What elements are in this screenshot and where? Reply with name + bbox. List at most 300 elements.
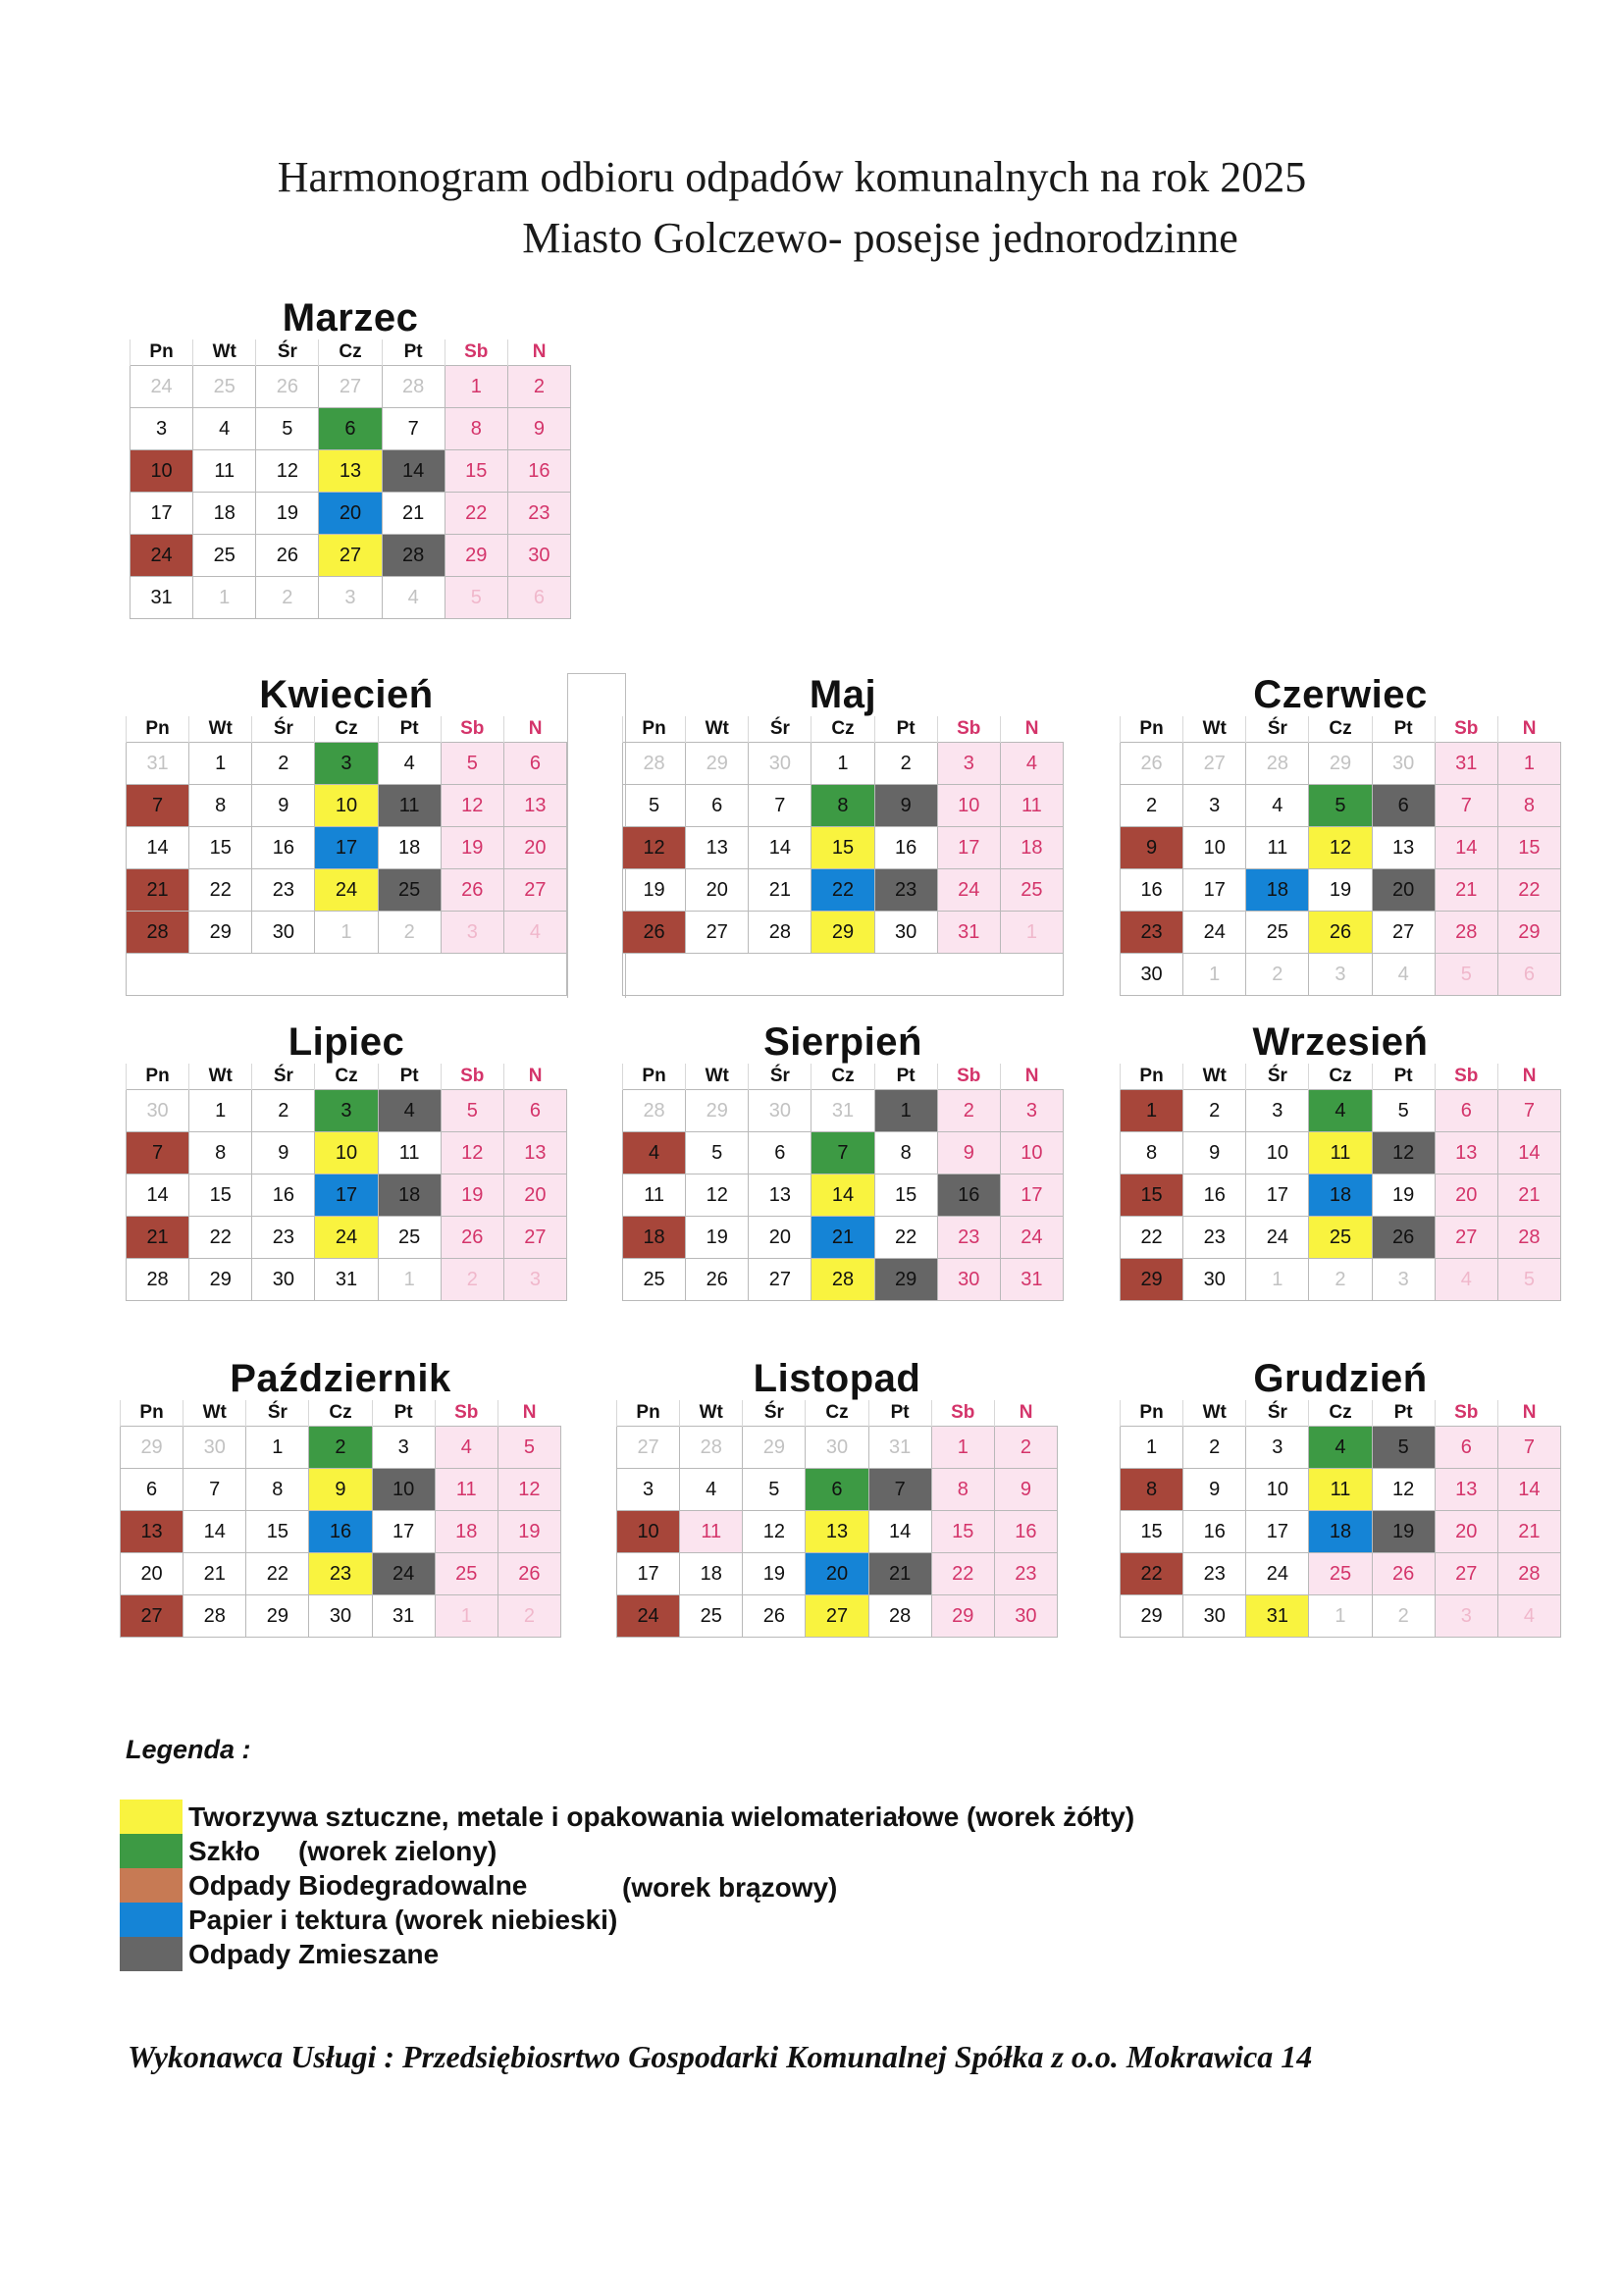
day-cell: 26 — [686, 1259, 749, 1301]
day-cell: 28 — [868, 1595, 931, 1638]
week-row — [1121, 785, 1561, 827]
week-row — [127, 912, 567, 954]
day-cell: 12 — [623, 827, 686, 869]
day-cell: 14 — [183, 1511, 246, 1553]
day-cell: 20 — [1372, 869, 1435, 912]
day-cell: 11 — [378, 785, 441, 827]
week-row — [617, 1511, 1058, 1553]
day-cell: 28 — [1435, 912, 1497, 954]
day-cell: 2 — [378, 912, 441, 954]
day-cell: 25 — [435, 1553, 497, 1595]
weekday-header: Cz — [315, 716, 378, 743]
day-cell: 14 — [868, 1511, 931, 1553]
day-cell: 24 — [315, 1217, 378, 1259]
weekday-header: Pn — [121, 1400, 183, 1427]
day-cell: 8 — [189, 1132, 252, 1174]
day-cell: 25 — [1309, 1217, 1372, 1259]
month-6 — [1120, 1020, 1561, 1301]
day-cell: 20 — [749, 1217, 812, 1259]
day-cell: 12 — [497, 1469, 560, 1511]
day-cell: 20 — [319, 493, 382, 535]
weekday-header: Pn — [1121, 716, 1183, 743]
weekday-header: Pt — [874, 716, 937, 743]
weekday-header: Śr — [743, 1400, 806, 1427]
day-cell: 31 — [315, 1259, 378, 1301]
weekday-header: N — [497, 1400, 560, 1427]
day-cell: 4 — [378, 1090, 441, 1132]
day-cell: 6 — [1372, 785, 1435, 827]
month-8 — [616, 1357, 1058, 1638]
day-cell: 6 — [1497, 954, 1560, 996]
day-cell: 19 — [441, 827, 503, 869]
weekday-header: Pt — [372, 1400, 435, 1427]
day-cell: 12 — [743, 1511, 806, 1553]
weekday-header: Pt — [378, 1064, 441, 1090]
day-cell: 7 — [127, 785, 189, 827]
weekday-header: Pn — [127, 716, 189, 743]
weekday-header: N — [503, 716, 566, 743]
month-calendar-table — [1120, 1400, 1561, 1638]
day-cell: 8 — [246, 1469, 309, 1511]
day-cell: 2 — [874, 743, 937, 785]
day-cell: 8 — [1121, 1132, 1183, 1174]
day-cell: 12 — [1372, 1132, 1435, 1174]
day-cell: 6 — [503, 743, 566, 785]
day-cell: 23 — [1183, 1217, 1246, 1259]
legend-swatch — [120, 1800, 183, 1834]
weekday-header: Śr — [1246, 716, 1309, 743]
day-cell: 10 — [372, 1469, 435, 1511]
weekday-header: Pn — [1121, 1400, 1183, 1427]
day-cell: 4 — [382, 577, 445, 619]
day-cell: 4 — [193, 408, 256, 450]
month-0 — [130, 296, 571, 619]
day-cell: 31 — [1435, 743, 1497, 785]
day-cell: 1 — [1121, 1427, 1183, 1469]
day-cell: 21 — [382, 493, 445, 535]
day-cell: 20 — [1435, 1174, 1497, 1217]
week-row — [617, 1469, 1058, 1511]
day-cell: 17 — [1000, 1174, 1063, 1217]
day-cell: 3 — [1183, 785, 1246, 827]
day-cell: 13 — [121, 1511, 183, 1553]
day-cell: 4 — [1000, 743, 1063, 785]
day-cell: 26 — [256, 535, 319, 577]
day-cell: 1 — [1246, 1259, 1309, 1301]
day-cell: 15 — [445, 450, 507, 493]
day-cell: 8 — [1497, 785, 1560, 827]
week-row — [623, 743, 1064, 785]
week-row — [1121, 1469, 1561, 1511]
day-cell: 12 — [1372, 1469, 1435, 1511]
day-cell: 29 — [1121, 1259, 1183, 1301]
weekday-header: Cz — [309, 1400, 372, 1427]
day-cell: 20 — [121, 1553, 183, 1595]
day-cell: 16 — [1183, 1511, 1246, 1553]
month-calendar-table — [622, 716, 1064, 996]
day-cell: 19 — [1372, 1174, 1435, 1217]
day-cell: 13 — [1435, 1132, 1497, 1174]
day-cell: 30 — [252, 912, 315, 954]
day-cell: 9 — [874, 785, 937, 827]
day-cell: 4 — [378, 743, 441, 785]
week-row — [623, 1090, 1064, 1132]
day-cell: 30 — [1183, 1595, 1246, 1638]
day-cell: 29 — [189, 1259, 252, 1301]
day-cell: 28 — [382, 535, 445, 577]
day-cell: 16 — [1183, 1174, 1246, 1217]
weekday-header: Śr — [1246, 1400, 1309, 1427]
day-cell: 8 — [1121, 1469, 1183, 1511]
weekday-header: Sb — [435, 1400, 497, 1427]
weekday-header: N — [1000, 1064, 1063, 1090]
day-cell: 15 — [1121, 1511, 1183, 1553]
day-cell: 2 — [937, 1090, 1000, 1132]
weekday-header: Sb — [445, 339, 507, 366]
day-cell: 28 — [382, 366, 445, 408]
day-cell: 1 — [378, 1259, 441, 1301]
day-cell: 12 — [256, 450, 319, 493]
day-cell: 11 — [1309, 1132, 1372, 1174]
week-row — [127, 827, 567, 869]
day-cell: 26 — [256, 366, 319, 408]
weekday-header: N — [994, 1400, 1057, 1427]
day-cell: 10 — [1183, 827, 1246, 869]
weekday-header: N — [1497, 1064, 1560, 1090]
day-cell: 24 — [1183, 912, 1246, 954]
month-calendar-table — [1120, 1064, 1561, 1301]
weekday-header: N — [1000, 716, 1063, 743]
weekday-header: Śr — [252, 716, 315, 743]
weekday-header: Pt — [382, 339, 445, 366]
day-cell: 29 — [445, 535, 507, 577]
day-cell: 2 — [497, 1595, 560, 1638]
week-row — [131, 450, 571, 493]
weekday-header: Pt — [1372, 1064, 1435, 1090]
day-cell: 2 — [252, 1090, 315, 1132]
day-cell: 28 — [127, 1259, 189, 1301]
day-cell: 21 — [812, 1217, 874, 1259]
day-cell: 2 — [1309, 1259, 1372, 1301]
day-cell: 2 — [1246, 954, 1309, 996]
week-row — [127, 785, 567, 827]
day-cell: 17 — [1183, 869, 1246, 912]
day-cell: 17 — [1246, 1174, 1309, 1217]
day-cell: 20 — [503, 827, 566, 869]
day-cell: 26 — [441, 869, 503, 912]
day-cell: 28 — [127, 912, 189, 954]
day-cell: 4 — [1309, 1427, 1372, 1469]
day-cell: 4 — [435, 1427, 497, 1469]
day-cell: 11 — [1309, 1469, 1372, 1511]
day-cell: 25 — [193, 366, 256, 408]
day-cell: 4 — [623, 1132, 686, 1174]
week-row — [623, 827, 1064, 869]
day-cell: 5 — [1497, 1259, 1560, 1301]
weekday-header: Sb — [937, 1064, 1000, 1090]
day-cell: 31 — [937, 912, 1000, 954]
week-row — [127, 869, 567, 912]
day-cell: 22 — [445, 493, 507, 535]
week-row — [127, 1217, 567, 1259]
day-cell: 24 — [372, 1553, 435, 1595]
day-cell: 27 — [503, 869, 566, 912]
day-cell: 19 — [1309, 869, 1372, 912]
day-cell: 20 — [1435, 1511, 1497, 1553]
day-cell: 24 — [131, 535, 193, 577]
day-cell: 15 — [1497, 827, 1560, 869]
day-cell: 29 — [1497, 912, 1560, 954]
day-cell: 21 — [1497, 1511, 1560, 1553]
day-cell: 8 — [445, 408, 507, 450]
weekday-header: Sb — [441, 1064, 503, 1090]
day-cell: 5 — [1372, 1090, 1435, 1132]
month-name: Maj — [809, 673, 877, 716]
day-cell: 27 — [749, 1259, 812, 1301]
day-cell: 30 — [1121, 954, 1183, 996]
month-name: Sierpień — [763, 1020, 922, 1064]
day-cell: 16 — [874, 827, 937, 869]
day-cell: 28 — [680, 1427, 743, 1469]
day-cell: 15 — [246, 1511, 309, 1553]
day-cell: 5 — [686, 1132, 749, 1174]
month-calendar-table — [126, 716, 567, 996]
day-cell: 30 — [309, 1595, 372, 1638]
day-cell: 15 — [874, 1174, 937, 1217]
week-row — [127, 1259, 567, 1301]
title-line-1: Harmonogram odbioru odpadów komunalnych na rok 2025 — [277, 153, 1307, 201]
day-cell: 18 — [623, 1217, 686, 1259]
month-calendar-table — [126, 1064, 567, 1301]
day-cell: 15 — [1121, 1174, 1183, 1217]
day-cell: 27 — [1372, 912, 1435, 954]
legend-swatch — [120, 1903, 183, 1937]
day-cell: 3 — [1435, 1595, 1497, 1638]
day-cell: 25 — [1309, 1553, 1372, 1595]
month-calendar-table — [622, 1064, 1064, 1301]
day-cell: 7 — [1497, 1427, 1560, 1469]
day-cell: 4 — [680, 1469, 743, 1511]
day-cell: 18 — [193, 493, 256, 535]
day-cell: 23 — [874, 869, 937, 912]
day-cell: 13 — [1435, 1469, 1497, 1511]
month-calendar-table — [1120, 716, 1561, 996]
legend-label: Odpady Biodegradowalne — [188, 1870, 528, 1901]
day-cell: 10 — [617, 1511, 680, 1553]
week-row — [131, 493, 571, 535]
day-cell: 31 — [1000, 1259, 1063, 1301]
day-cell: 18 — [1309, 1174, 1372, 1217]
day-cell: 16 — [1121, 869, 1183, 912]
day-cell: 15 — [812, 827, 874, 869]
day-cell: 6 — [806, 1469, 868, 1511]
empty-row — [127, 954, 567, 996]
day-cell: 3 — [503, 1259, 566, 1301]
month-name: Grudzień — [1253, 1357, 1428, 1400]
day-cell: 2 — [507, 366, 570, 408]
day-cell: 3 — [937, 743, 1000, 785]
day-cell: 20 — [503, 1174, 566, 1217]
day-cell: 30 — [1183, 1259, 1246, 1301]
day-cell: 2 — [309, 1427, 372, 1469]
day-cell: 18 — [378, 1174, 441, 1217]
day-cell: 29 — [1121, 1595, 1183, 1638]
day-cell: 5 — [497, 1427, 560, 1469]
week-row — [131, 408, 571, 450]
day-cell: 31 — [1246, 1595, 1309, 1638]
day-cell: 9 — [994, 1469, 1057, 1511]
day-cell: 10 — [1000, 1132, 1063, 1174]
day-cell: 1 — [1183, 954, 1246, 996]
day-cell: 17 — [937, 827, 1000, 869]
day-cell: 14 — [1497, 1469, 1560, 1511]
week-row — [131, 577, 571, 619]
week-row — [623, 1217, 1064, 1259]
day-cell: 26 — [1372, 1217, 1435, 1259]
weekday-header: Pn — [131, 339, 193, 366]
day-cell: 30 — [183, 1427, 246, 1469]
day-cell: 1 — [874, 1090, 937, 1132]
day-cell: 21 — [183, 1553, 246, 1595]
weekday-header: Śr — [749, 716, 812, 743]
day-cell: 31 — [131, 577, 193, 619]
day-cell: 7 — [382, 408, 445, 450]
day-cell: 27 — [1435, 1217, 1497, 1259]
day-cell: 27 — [1435, 1553, 1497, 1595]
day-cell: 27 — [503, 1217, 566, 1259]
day-cell: 6 — [1435, 1090, 1497, 1132]
day-cell: 12 — [1309, 827, 1372, 869]
day-cell: 22 — [189, 869, 252, 912]
day-cell: 26 — [1309, 912, 1372, 954]
weekday-header: Sb — [441, 716, 503, 743]
weekday-header: Wt — [183, 1400, 246, 1427]
day-cell: 1 — [315, 912, 378, 954]
day-cell: 2 — [256, 577, 319, 619]
month-2 — [622, 673, 1064, 996]
week-row — [121, 1553, 561, 1595]
day-cell: 7 — [1497, 1090, 1560, 1132]
weekday-header: Pt — [1372, 1400, 1435, 1427]
day-cell: 23 — [937, 1217, 1000, 1259]
weekday-header: Śr — [749, 1064, 812, 1090]
day-cell: 15 — [189, 1174, 252, 1217]
week-row — [623, 912, 1064, 954]
day-cell: 12 — [441, 785, 503, 827]
day-cell: 16 — [252, 1174, 315, 1217]
day-cell: 29 — [874, 1259, 937, 1301]
day-cell: 18 — [1246, 869, 1309, 912]
day-cell: 19 — [1372, 1511, 1435, 1553]
week-row — [1121, 1259, 1561, 1301]
day-cell: 25 — [378, 869, 441, 912]
day-cell: 10 — [315, 1132, 378, 1174]
day-cell: 30 — [1372, 743, 1435, 785]
divider-box — [567, 673, 626, 998]
day-cell: 12 — [686, 1174, 749, 1217]
day-cell: 30 — [749, 743, 812, 785]
day-cell: 3 — [372, 1427, 435, 1469]
day-cell: 21 — [1497, 1174, 1560, 1217]
day-cell: 9 — [309, 1469, 372, 1511]
day-cell: 18 — [435, 1511, 497, 1553]
day-cell: 23 — [252, 869, 315, 912]
day-cell: 11 — [680, 1511, 743, 1553]
day-cell: 1 — [812, 743, 874, 785]
empty-row — [623, 954, 1064, 996]
day-cell: 13 — [806, 1511, 868, 1553]
legend-note: (worek brązowy) — [622, 1872, 838, 1903]
week-row — [1121, 1132, 1561, 1174]
day-cell: 29 — [931, 1595, 994, 1638]
day-cell: 3 — [319, 577, 382, 619]
weekday-header: Cz — [806, 1400, 868, 1427]
page-title — [0, 147, 1623, 269]
day-cell: 25 — [1000, 869, 1063, 912]
weekday-header: Wt — [680, 1400, 743, 1427]
legend-label: Odpady Zmieszane — [188, 1939, 440, 1969]
day-cell: 29 — [686, 1090, 749, 1132]
day-cell: 5 — [441, 1090, 503, 1132]
day-cell: 3 — [617, 1469, 680, 1511]
day-cell: 13 — [319, 450, 382, 493]
day-cell: 30 — [937, 1259, 1000, 1301]
day-cell: 22 — [1497, 869, 1560, 912]
weekday-header: Pt — [378, 716, 441, 743]
week-row — [1121, 1427, 1561, 1469]
day-cell: 1 — [246, 1427, 309, 1469]
day-cell: 9 — [1183, 1469, 1246, 1511]
day-cell: 2 — [1183, 1427, 1246, 1469]
day-cell: 27 — [617, 1427, 680, 1469]
day-cell: 30 — [806, 1427, 868, 1469]
day-cell: 1 — [1497, 743, 1560, 785]
day-cell: 20 — [806, 1553, 868, 1595]
weekday-header: Sb — [1435, 1400, 1497, 1427]
day-cell: 2 — [1121, 785, 1183, 827]
weekday-header: Śr — [1246, 1064, 1309, 1090]
day-cell: 22 — [189, 1217, 252, 1259]
week-row — [127, 1132, 567, 1174]
day-cell: 2 — [1372, 1595, 1435, 1638]
week-row — [617, 1595, 1058, 1638]
week-row — [1121, 1217, 1561, 1259]
day-cell: 27 — [121, 1595, 183, 1638]
day-cell: 22 — [931, 1553, 994, 1595]
week-row — [1121, 1174, 1561, 1217]
day-cell: 25 — [193, 535, 256, 577]
day-cell: 26 — [497, 1553, 560, 1595]
week-row — [121, 1469, 561, 1511]
month-4 — [126, 1020, 567, 1301]
day-cell: 24 — [1246, 1553, 1309, 1595]
day-cell: 19 — [441, 1174, 503, 1217]
day-cell: 23 — [994, 1553, 1057, 1595]
day-cell: 18 — [378, 827, 441, 869]
day-cell: 13 — [686, 827, 749, 869]
day-cell: 14 — [127, 1174, 189, 1217]
weekday-header: Cz — [319, 339, 382, 366]
day-cell: 6 — [503, 1090, 566, 1132]
day-cell: 28 — [1497, 1217, 1560, 1259]
day-cell: 16 — [937, 1174, 1000, 1217]
day-cell: 23 — [1183, 1553, 1246, 1595]
day-cell: 30 — [507, 535, 570, 577]
day-cell: 27 — [319, 535, 382, 577]
day-cell: 19 — [623, 869, 686, 912]
day-cell: 11 — [1000, 785, 1063, 827]
day-cell: 9 — [1183, 1132, 1246, 1174]
